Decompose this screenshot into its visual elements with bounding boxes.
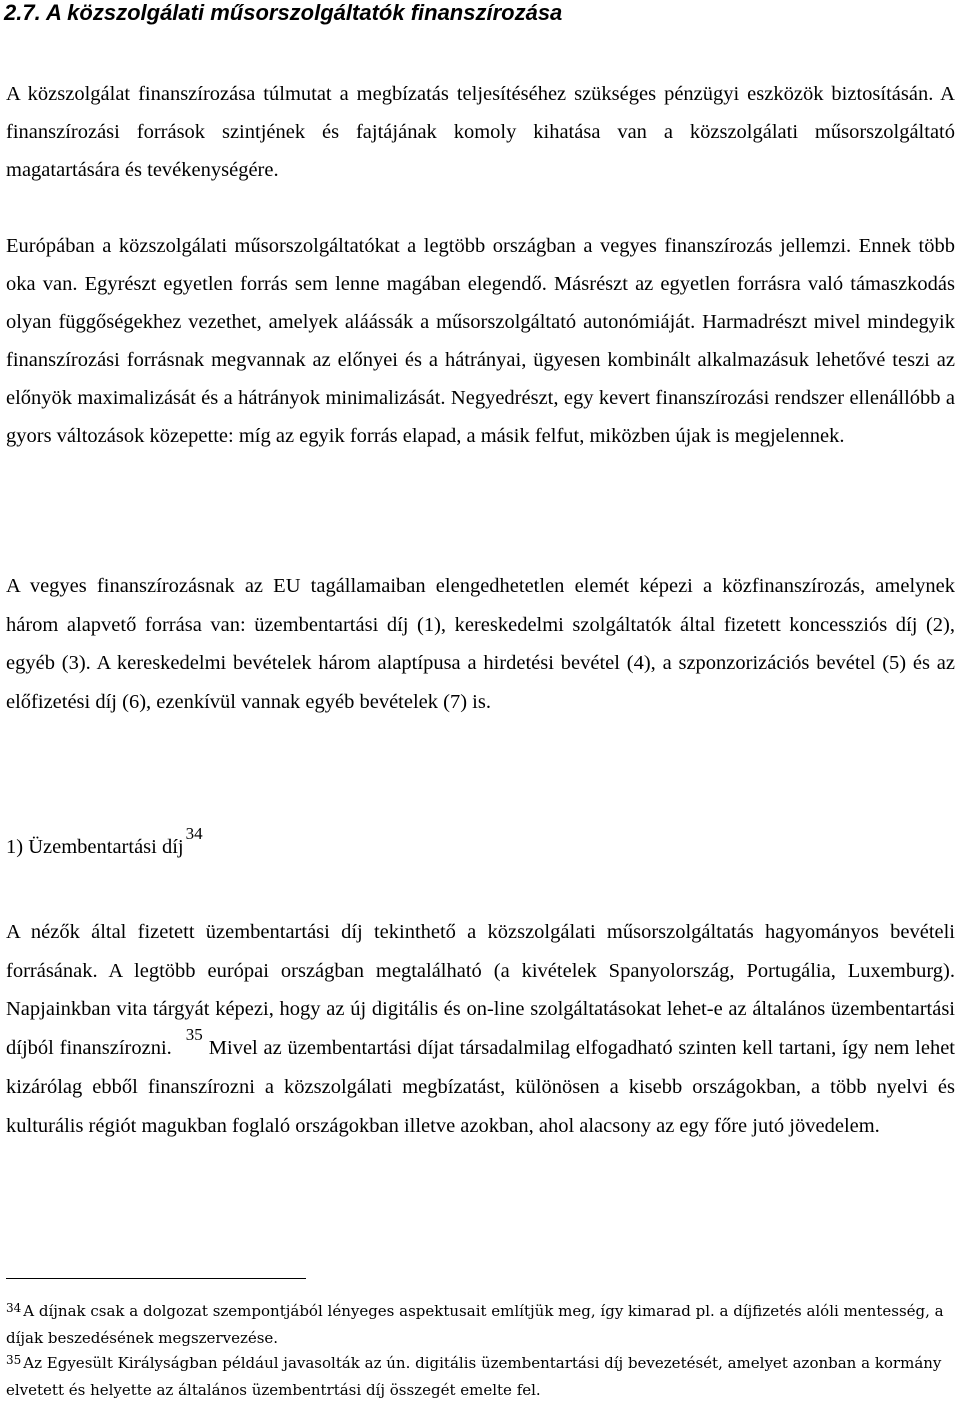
footnote-number: 35 (6, 1353, 22, 1367)
footnote-number: 34 (6, 1301, 22, 1315)
paragraph-license-fee-part2: Mivel az üzembentartási díjat társadalmilag elfogadható szinten kell tartani, így nem lehet kizárólag ebből finanszírozni a közszolgálati megbízatást, különösen a kisebb országokban, a több nyelvi és kulturális régiót magukban foglaló országokban illetve azokban, ahol alacsony az egy főre jutó jövedelem. (6, 1036, 955, 1137)
paragraph-mixed-financing: Európában a közszolgálati műsorszolgáltatókat a legtöbb országban a vegyes finanszírozás jellemzi. Ennek több oka van. Egyrészt egyetlen forrás sem lenne magában elegendő. Másrészt az egyetlen forrásra való támaszkodás olyan függőségekhez vezethet, amelyek aláássák a műsorszolgáltató autonómiáját. Harmadrészt mivel mindegyik finanszírozási forrásnak megvannak az előnyei és a hátrányai, ügyesen kombinált alkalmazásuk lehetővé teszi az előnyök maximalizását és a hátrányok minimalizását. Negyedrészt, egy kevert finanszírozási rendszer ellenállóbb a gyors változások közepette: míg az egyik forrás elapad, a másik felfut, miközben újak is megjelennek. (6, 235, 955, 447)
paragraph-license-fee-part1: A nézők által fizetett üzembentartási díj tekinthető a közszolgálati műsorszolgáltatás hagyományos bevételi forrásának. A legtöbb európai országban megtalálható (a kivételek Spanyolország, Portugália, Luxemburg). Napjainkban vita tárgyát képezi, hogy az új digitális és on-line szolgáltatásokat lehet-e az általános üzembentartási díjból finanszírozni. (6, 921, 955, 1059)
footnote-ref-35[interactable]: 35 (185, 1024, 203, 1044)
subheading-license-fee (6, 822, 203, 873)
footnote-text: A díjnak csak a dolgozat szempontjából lényeges aspektusait említjük meg, így kimarad pl. a díjfizetés alóli mentesség, a díjak beszedésének megszervezése. (6, 1302, 944, 1347)
footnote-35 (6, 1351, 955, 1403)
paragraph-license-fee (6, 913, 955, 1145)
paragraph-eu-sources: A vegyes finanszírozásnak az EU tagállamaiban elengedhetetlen elemét képezi a közfinanszírozás, amelynek három alapvető forrása van: üzembentartási díj (1), kereskedelmi szolgáltatók által fizetett koncessziós díj (2), egyéb (3). A kereskedelmi bevételek három alaptípusa a hirdetési bevétel (4), a szponzorizációs bevétel (5) és az előfizetési díj (6), ezenkívül vannak egyéb bevételek (7) is. (6, 575, 955, 713)
section-heading: 2.7. A közszolgálati műsorszolgáltatók finanszírozása (4, 0, 563, 25)
footnotes (6, 1299, 955, 1403)
footnote-34 (6, 1299, 955, 1351)
footnote-ref-34[interactable]: 34 (185, 824, 203, 843)
footnote-text: Az Egyesült Királyságban például javasolták az ún. digitális üzembentartási díj bevezetését, amelyet azonban a kormány elvetett és helyette az általános üzembentrtási díj összegét emelte fel. (6, 1354, 942, 1399)
paragraph-intro: A közszolgálat finanszírozása túlmutat a megbízatás teljesítéséhez szükséges pénzügyi eszközök biztosításán. A finanszírozási források szintjének és fajtájának komoly kihatása van a közszolgálati műsorszolgáltató magatartására és tevékenységére. (6, 83, 955, 181)
footnote-separator (6, 1278, 306, 1279)
subheading-text: 1) Üzembentartási díj (6, 836, 184, 858)
